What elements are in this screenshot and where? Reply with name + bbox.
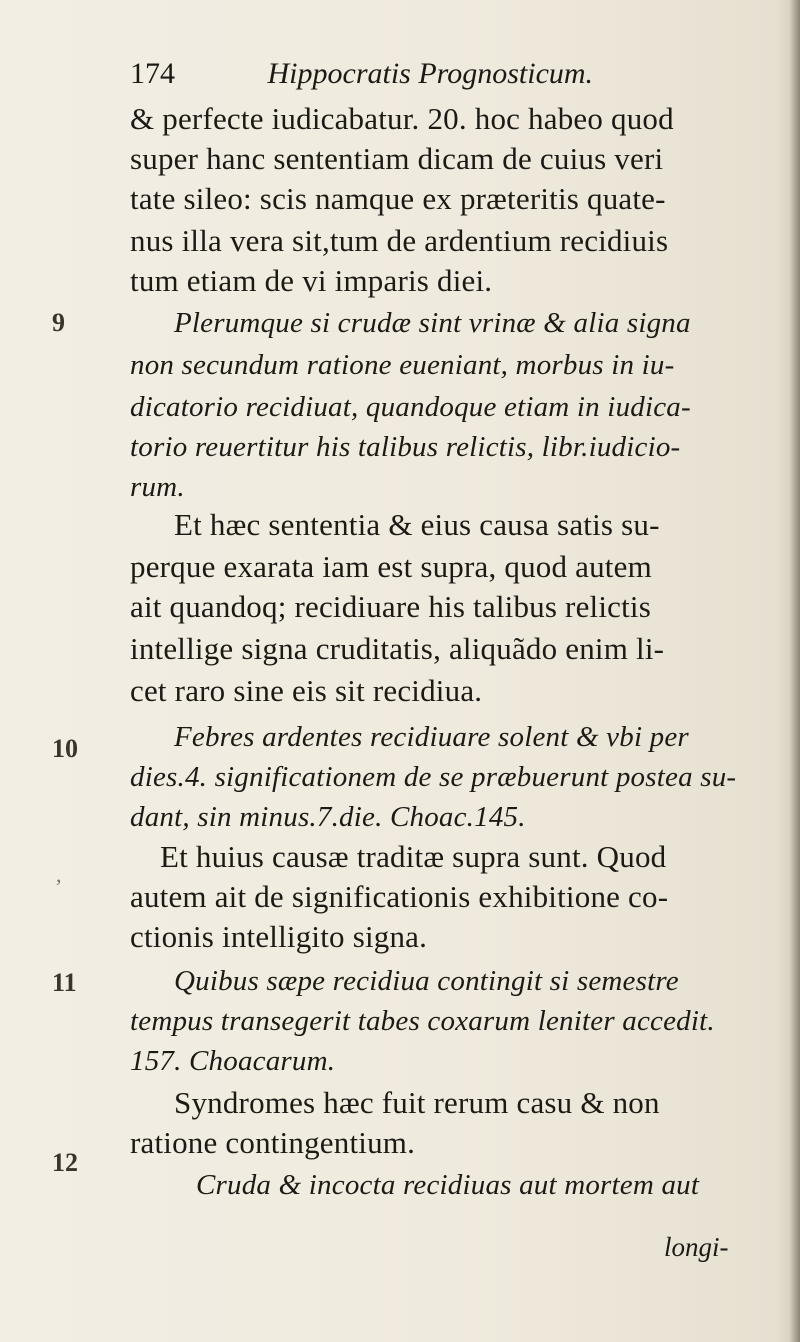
page-edge [790,0,800,1342]
aphorism-line: dicatorio recidiuat, quandoque etiam in iudica- [130,391,691,423]
text-line: autem ait de significationis exhibitione co- [130,879,669,914]
aphorism-line: dies.4. significationem de se præbuerunt postea su- [130,761,737,793]
aphorism-line: non secundum ratione eueniant, morbus in iu- [130,349,675,381]
text-line: super hanc sententiam dicam de cuius veri [130,141,664,176]
text-line: perque exarata iam est supra, quod autem [130,549,652,584]
aphorism-line: 157. Choacarum. [130,1045,336,1077]
aphorism-line: Cruda & incocta recidiuas aut mortem aut [196,1169,700,1201]
section-number-9: 9 [52,308,65,337]
aphorism-line: Plerumque si crudæ sint vrinæ & alia signa [174,307,691,339]
section-number-10: 10 [52,734,78,763]
text-line: tum etiam de vi imparis diei. [130,263,493,298]
aphorism-line: torio reuertitur his talibus relictis, libr.iudicio- [130,431,681,463]
section-number-12: 12 [52,1148,78,1177]
text-line: & perfecte iudicabatur. 20. hoc habeo quod [130,101,674,136]
running-title: Hippocratis Prognosticum. [267,57,594,90]
text-line: intellige signa cruditatis, aliquãdo enim li- [130,631,665,666]
section-number-11: 11 [52,968,77,997]
text-line: ctionis intelligito signa. [130,919,428,954]
text-line: Et huius causæ traditæ supra sunt. Quod [160,839,667,874]
text-line: Syndromes hæc fuit rerum casu & non [174,1085,660,1120]
text-line: ratione contingentium. [130,1125,416,1160]
catchword: longi- [664,1232,729,1262]
text-line: nus illa vera sit,tum de ardentium recidiuis [130,223,669,258]
text-line: ait quandoq; recidiuare his talibus relictis [130,589,652,624]
text-line: tate sileo: scis namque ex præteritis quate- [130,181,666,216]
aphorism-line: rum. [130,471,185,503]
aphorism-line: dant, sin minus.7.die. Choac.145. [130,801,526,833]
aphorism-line: Febres ardentes recidiuare solent & vbi per [174,721,689,753]
aphorism-line: tempus transegerit tabes coxarum leniter accedit. [130,1005,715,1037]
text-line: Et hæc sententia & eius causa satis su- [174,507,660,542]
margin-mark: , [56,862,62,887]
aphorism-line: Quibus sæpe recidiua contingit si semestre [174,965,679,997]
page-number: 174 [130,57,175,90]
page-header [130,52,740,96]
text-line: cet raro sine eis sit recidiua. [130,673,483,708]
